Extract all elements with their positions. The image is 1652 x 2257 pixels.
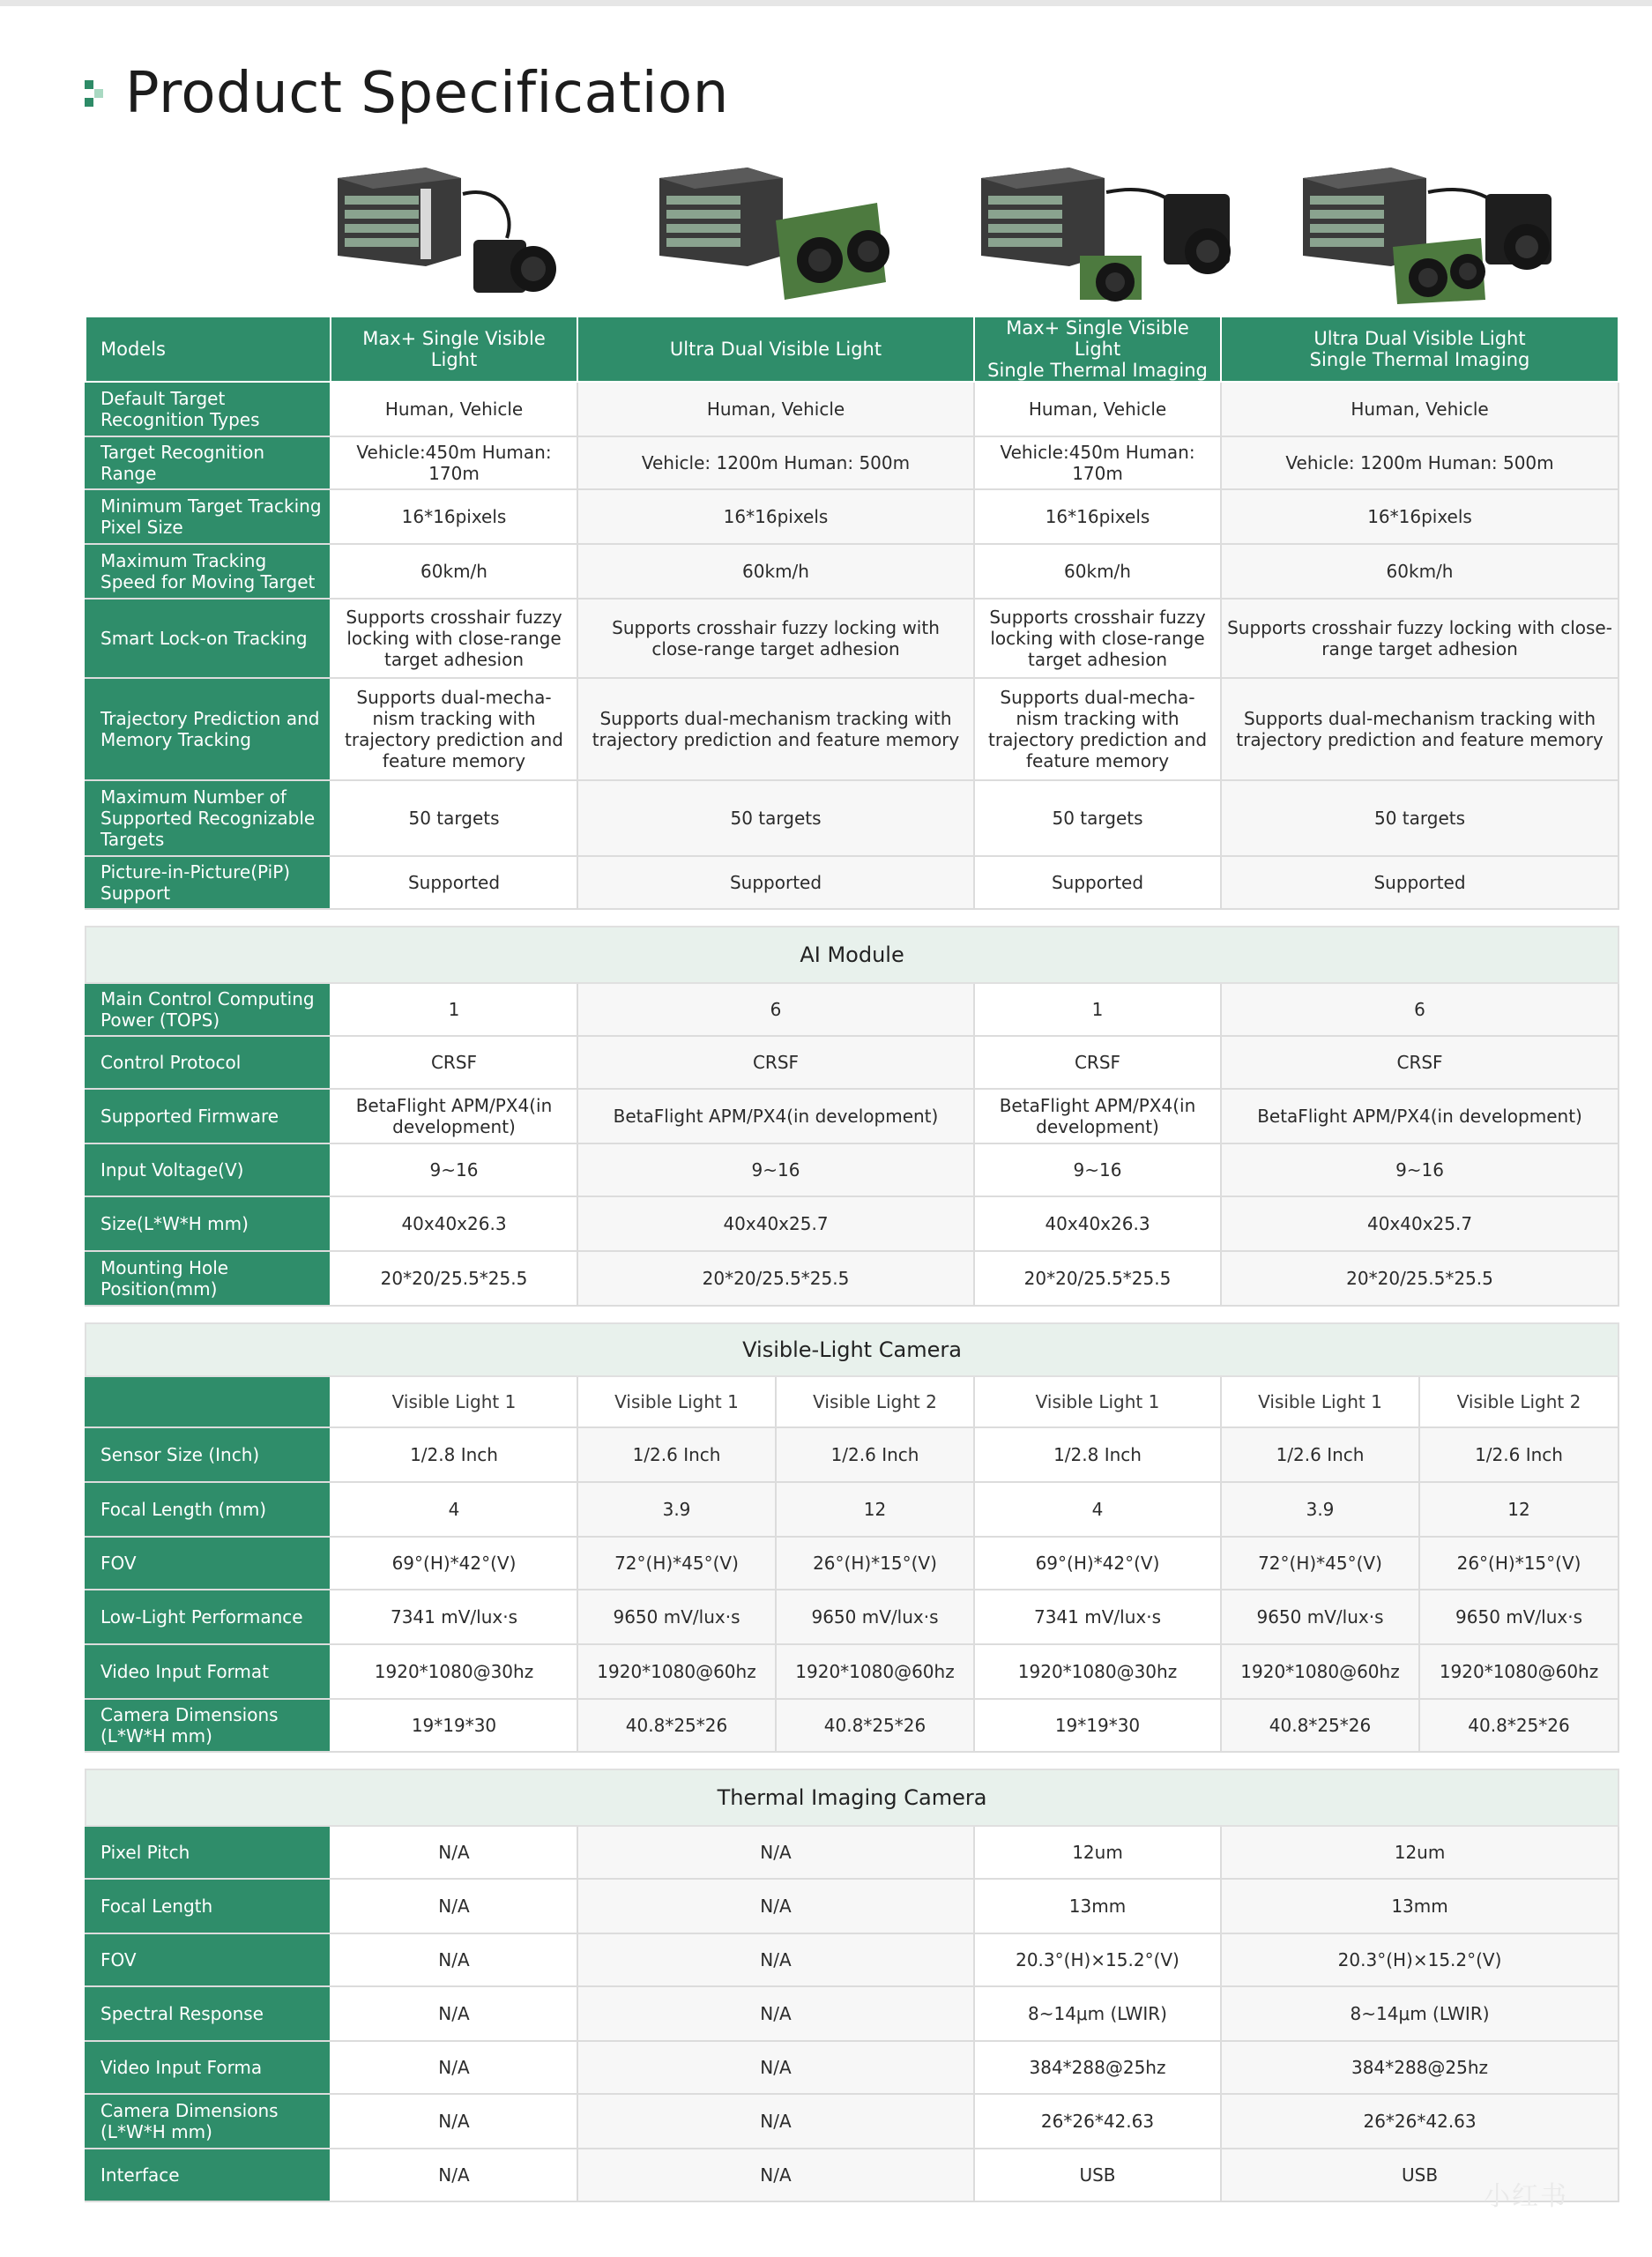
cell: 1 xyxy=(974,983,1221,1036)
cell: Visible Light 2 xyxy=(776,1376,974,1427)
sub-header-row xyxy=(86,1376,1619,1427)
table-row xyxy=(86,1644,1619,1699)
row-label: Focal Length xyxy=(86,1879,331,1933)
cell: 16*16pixels xyxy=(577,489,974,544)
section-header-row xyxy=(86,1769,1619,1826)
row-label: Smart Lock-on Tracking xyxy=(86,599,331,678)
cell: Human, Vehicle xyxy=(1221,382,1619,436)
table-row xyxy=(86,1482,1619,1537)
row-label: Maximum Tracking Speed for Moving Target xyxy=(86,544,331,599)
cell: Supports dual-mechanism tracking with trajectory prediction and feature memory xyxy=(577,678,974,780)
product-max-single-visible-thermal-photo xyxy=(974,159,1296,309)
page-header xyxy=(85,58,729,129)
cell: 16*16pixels xyxy=(1221,489,1619,544)
cell: Visible Light 1 xyxy=(1221,1376,1419,1427)
cell: Supported xyxy=(974,856,1221,909)
cell: Supported xyxy=(331,856,577,909)
cell: 384*288@25hz xyxy=(1221,2041,1619,2094)
cell: Vehicle:450m Human: 170m xyxy=(331,436,577,489)
cell: 1920*1080@60hz xyxy=(577,1644,776,1699)
cell: 1920*1080@60hz xyxy=(1419,1644,1619,1699)
cell: 9~16 xyxy=(1221,1143,1619,1196)
cell: Vehicle: 1200m Human: 500m xyxy=(577,436,974,489)
section-title: AI Module xyxy=(86,927,1619,983)
product-max-single-visible-photo xyxy=(331,159,652,309)
cell: Supports dual-mecha-nism tracking with trajectory prediction and feature memory xyxy=(331,678,577,780)
cell: 40x40x26.3 xyxy=(974,1196,1221,1251)
cell: 9650 mV/lux·s xyxy=(1221,1590,1419,1644)
cell: 1/2.6 Inch xyxy=(776,1427,974,1482)
table-row xyxy=(86,678,1619,780)
cell: 1/2.6 Inch xyxy=(1419,1427,1619,1482)
cell: N/A xyxy=(331,2149,577,2201)
row-label xyxy=(86,1376,331,1427)
cell: Visible Light 2 xyxy=(1419,1376,1619,1427)
row-label: Camera Dimensions (L*W*H mm) xyxy=(86,2094,331,2149)
row-label: Video Input Format xyxy=(86,1644,331,1699)
table-row xyxy=(86,599,1619,678)
row-label: Target Recognition Range xyxy=(86,436,331,489)
cell: Human, Vehicle xyxy=(331,382,577,436)
table-row xyxy=(86,1427,1619,1482)
table-row xyxy=(86,2041,1619,2094)
cell: Supports crosshair fuzzy locking with close-range target adhesion xyxy=(1221,599,1619,678)
cell: 3.9 xyxy=(577,1482,776,1537)
cell: 19*19*30 xyxy=(974,1699,1221,1752)
cell: N/A xyxy=(577,1933,974,1986)
cell: BetaFlight APM/PX4(in development) xyxy=(974,1089,1221,1143)
cell: 6 xyxy=(577,983,974,1036)
table-row xyxy=(86,1143,1619,1196)
model-header-3: Max+ Single Visible Light Single Thermal Imaging xyxy=(974,317,1221,382)
section-title: Thermal Imaging Camera xyxy=(86,1769,1619,1826)
cell: 26°(H)*15°(V) xyxy=(776,1537,974,1590)
cell: Vehicle:450m Human: 170m xyxy=(974,436,1221,489)
row-label: Control Protocol xyxy=(86,1036,331,1089)
models-label: Models xyxy=(86,317,331,382)
row-label: Interface xyxy=(86,2149,331,2201)
cell: Supports crosshair fuzzy locking with close-range target adhesion xyxy=(331,599,577,678)
cell: 72°(H)*45°(V) xyxy=(577,1537,776,1590)
cell: 60km/h xyxy=(1221,544,1619,599)
table-row xyxy=(86,1590,1619,1644)
cell: 26°(H)*15°(V) xyxy=(1419,1537,1619,1590)
cell: USB xyxy=(1221,2149,1619,2201)
table-row xyxy=(86,544,1619,599)
models-header-row xyxy=(86,317,1619,382)
row-label: Camera Dimensions (L*W*H mm) xyxy=(86,1699,331,1752)
row-label: FOV xyxy=(86,1933,331,1986)
cell: 69°(H)*42°(V) xyxy=(331,1537,577,1590)
cell: BetaFlight APM/PX4(in development) xyxy=(1221,1089,1619,1143)
row-label: FOV xyxy=(86,1537,331,1590)
cell: 69°(H)*42°(V) xyxy=(974,1537,1221,1590)
cell: Supported xyxy=(577,856,974,909)
product-images xyxy=(331,159,1618,309)
cell: 13mm xyxy=(1221,1879,1619,1933)
cell: N/A xyxy=(577,2094,974,2149)
table-row xyxy=(86,2149,1619,2201)
table-row xyxy=(86,1986,1619,2041)
cell: Human, Vehicle xyxy=(577,382,974,436)
cell: 4 xyxy=(331,1482,577,1537)
table-row xyxy=(86,856,1619,909)
row-label: Maximum Number of Supported Recognizable Targets xyxy=(86,780,331,856)
table-row xyxy=(86,489,1619,544)
cell: 40.8*25*26 xyxy=(577,1699,776,1752)
section-title: Visible-Light Camera xyxy=(86,1323,1619,1376)
row-label: Focal Length (mm) xyxy=(86,1482,331,1537)
cell: Vehicle: 1200m Human: 500m xyxy=(1221,436,1619,489)
cell: 50 targets xyxy=(331,780,577,856)
cell: 50 targets xyxy=(577,780,974,856)
table-row xyxy=(86,1036,1619,1089)
table-row xyxy=(86,436,1619,489)
table-row xyxy=(86,780,1619,856)
watermark: 小红书 xyxy=(1484,2181,1568,2212)
cell: 26*26*42.63 xyxy=(974,2094,1221,2149)
cell: N/A xyxy=(577,1879,974,1933)
cell: 40x40x25.7 xyxy=(577,1196,974,1251)
cell: 40x40x26.3 xyxy=(331,1196,577,1251)
row-label: Mounting Hole Position(mm) xyxy=(86,1251,331,1306)
thermal-camera-table xyxy=(85,1769,1619,2202)
cell: 3.9 xyxy=(1221,1482,1419,1537)
product-ultra-dual-visible-photo xyxy=(652,159,974,309)
table-row xyxy=(86,1196,1619,1251)
row-label: Input Voltage(V) xyxy=(86,1143,331,1196)
cell: BetaFlight APM/PX4(in development) xyxy=(577,1089,974,1143)
cell: Visible Light 1 xyxy=(331,1376,577,1427)
section-header-row xyxy=(86,1323,1619,1376)
table-row xyxy=(86,1089,1619,1143)
cell: 8~14μm (LWIR) xyxy=(974,1986,1221,2041)
cell: 12um xyxy=(1221,1826,1619,1879)
cell: 8~14μm (LWIR) xyxy=(1221,1986,1619,2041)
cell: Visible Light 1 xyxy=(974,1376,1221,1427)
model-header-4: Ultra Dual Visible Light Single Thermal Imaging xyxy=(1221,317,1619,382)
cell: CRSF xyxy=(331,1036,577,1089)
row-label: Pixel Pitch xyxy=(86,1826,331,1879)
cell: 1920*1080@60hz xyxy=(1221,1644,1419,1699)
cell: 9~16 xyxy=(577,1143,974,1196)
cell: 19*19*30 xyxy=(331,1699,577,1752)
cell: 20*20/25.5*25.5 xyxy=(577,1251,974,1306)
cell: 7341 mV/lux·s xyxy=(331,1590,577,1644)
row-label: Main Control Computing Power (TOPS) xyxy=(86,983,331,1036)
visible-camera-table xyxy=(85,1322,1619,1753)
cell: CRSF xyxy=(974,1036,1221,1089)
model-header-2: Ultra Dual Visible Light xyxy=(577,317,974,382)
cell: 60km/h xyxy=(974,544,1221,599)
row-label: Low-Light Performance xyxy=(86,1590,331,1644)
cell: 6 xyxy=(1221,983,1619,1036)
cell: CRSF xyxy=(1221,1036,1619,1089)
cell: N/A xyxy=(331,1933,577,1986)
cell: N/A xyxy=(577,1986,974,2041)
general-spec-table xyxy=(85,316,1619,910)
row-label: Minimum Target Tracking Pixel Size xyxy=(86,489,331,544)
cell: 1920*1080@60hz xyxy=(776,1644,974,1699)
section-header-row xyxy=(86,927,1619,983)
cell: 9~16 xyxy=(331,1143,577,1196)
table-row xyxy=(86,1699,1619,1752)
cell: N/A xyxy=(577,1826,974,1879)
cell: 12 xyxy=(1419,1482,1619,1537)
cell: Supports crosshair fuzzy locking with close-range target adhesion xyxy=(577,599,974,678)
cell: 50 targets xyxy=(974,780,1221,856)
cell: 1 xyxy=(331,983,577,1036)
cell: 20*20/25.5*25.5 xyxy=(331,1251,577,1306)
cell: 60km/h xyxy=(577,544,974,599)
cell: Supports dual-mechanism tracking with trajectory prediction and feature memory xyxy=(1221,678,1619,780)
row-label: Default Target Recognition Types xyxy=(86,382,331,436)
row-label: Spectral Response xyxy=(86,1986,331,2041)
cell: 16*16pixels xyxy=(974,489,1221,544)
row-label: Video Input Forma xyxy=(86,2041,331,2094)
cell: CRSF xyxy=(577,1036,974,1089)
cell: Human, Vehicle xyxy=(974,382,1221,436)
cell: USB xyxy=(974,2149,1221,2201)
cell: 1/2.6 Inch xyxy=(577,1427,776,1482)
ai-module-table xyxy=(85,926,1619,1307)
table-row xyxy=(86,382,1619,436)
cell: N/A xyxy=(331,1986,577,2041)
cell: 20*20/25.5*25.5 xyxy=(1221,1251,1619,1306)
cell: 1/2.8 Inch xyxy=(974,1427,1221,1482)
table-row xyxy=(86,1537,1619,1590)
cell: 12um xyxy=(974,1826,1221,1879)
cell: 40.8*25*26 xyxy=(1221,1699,1419,1752)
cell: 1920*1080@30hz xyxy=(974,1644,1221,1699)
title-marker-icon xyxy=(85,77,108,110)
cell: 50 targets xyxy=(1221,780,1619,856)
cell: N/A xyxy=(577,2041,974,2094)
cell: 9650 mV/lux·s xyxy=(1419,1590,1619,1644)
cell: 7341 mV/lux·s xyxy=(974,1590,1221,1644)
cell: Visible Light 1 xyxy=(577,1376,776,1427)
row-label: Picture-in-Picture(PiP) Support xyxy=(86,856,331,909)
row-label: Sensor Size (Inch) xyxy=(86,1427,331,1482)
cell: 12 xyxy=(776,1482,974,1537)
cell: 72°(H)*45°(V) xyxy=(1221,1537,1419,1590)
table-row xyxy=(86,1826,1619,1879)
cell: Supported xyxy=(1221,856,1619,909)
row-label: Trajectory Prediction and Memory Tracking xyxy=(86,678,331,780)
row-label: Size(L*W*H mm) xyxy=(86,1196,331,1251)
cell: 9650 mV/lux·s xyxy=(776,1590,974,1644)
cell: N/A xyxy=(577,2149,974,2201)
cell: Supports crosshair fuzzy locking with close-range target adhesion xyxy=(974,599,1221,678)
top-border xyxy=(0,0,1652,6)
cell: 40.8*25*26 xyxy=(776,1699,974,1752)
cell: 13mm xyxy=(974,1879,1221,1933)
row-label: Supported Firmware xyxy=(86,1089,331,1143)
table-row xyxy=(86,1251,1619,1306)
page-title: Product Specification xyxy=(125,61,729,126)
cell: 9650 mV/lux·s xyxy=(577,1590,776,1644)
cell: N/A xyxy=(331,2041,577,2094)
cell: N/A xyxy=(331,2094,577,2149)
model-header-1: Max+ Single Visible Light xyxy=(331,317,577,382)
cell: 20.3°(H)×15.2°(V) xyxy=(974,1933,1221,1986)
cell: 20.3°(H)×15.2°(V) xyxy=(1221,1933,1619,1986)
cell: 40x40x25.7 xyxy=(1221,1196,1619,1251)
cell: 60km/h xyxy=(331,544,577,599)
cell: Supports dual-mecha-nism tracking with trajectory prediction and feature memory xyxy=(974,678,1221,780)
cell: 4 xyxy=(974,1482,1221,1537)
cell: 1920*1080@30hz xyxy=(331,1644,577,1699)
cell: 26*26*42.63 xyxy=(1221,2094,1619,2149)
table-row xyxy=(86,983,1619,1036)
table-row xyxy=(86,1879,1619,1933)
product-ultra-dual-visible-thermal-photo xyxy=(1296,159,1618,309)
cell: 16*16pixels xyxy=(331,489,577,544)
cell: 40.8*25*26 xyxy=(1419,1699,1619,1752)
cell: N/A xyxy=(331,1826,577,1879)
cell: 384*288@25hz xyxy=(974,2041,1221,2094)
cell: 20*20/25.5*25.5 xyxy=(974,1251,1221,1306)
cell: 1/2.6 Inch xyxy=(1221,1427,1419,1482)
table-row xyxy=(86,2094,1619,2149)
cell: 9~16 xyxy=(974,1143,1221,1196)
table-row xyxy=(86,1933,1619,1986)
cell: N/A xyxy=(331,1879,577,1933)
cell: 1/2.8 Inch xyxy=(331,1427,577,1482)
cell: BetaFlight APM/PX4(in development) xyxy=(331,1089,577,1143)
